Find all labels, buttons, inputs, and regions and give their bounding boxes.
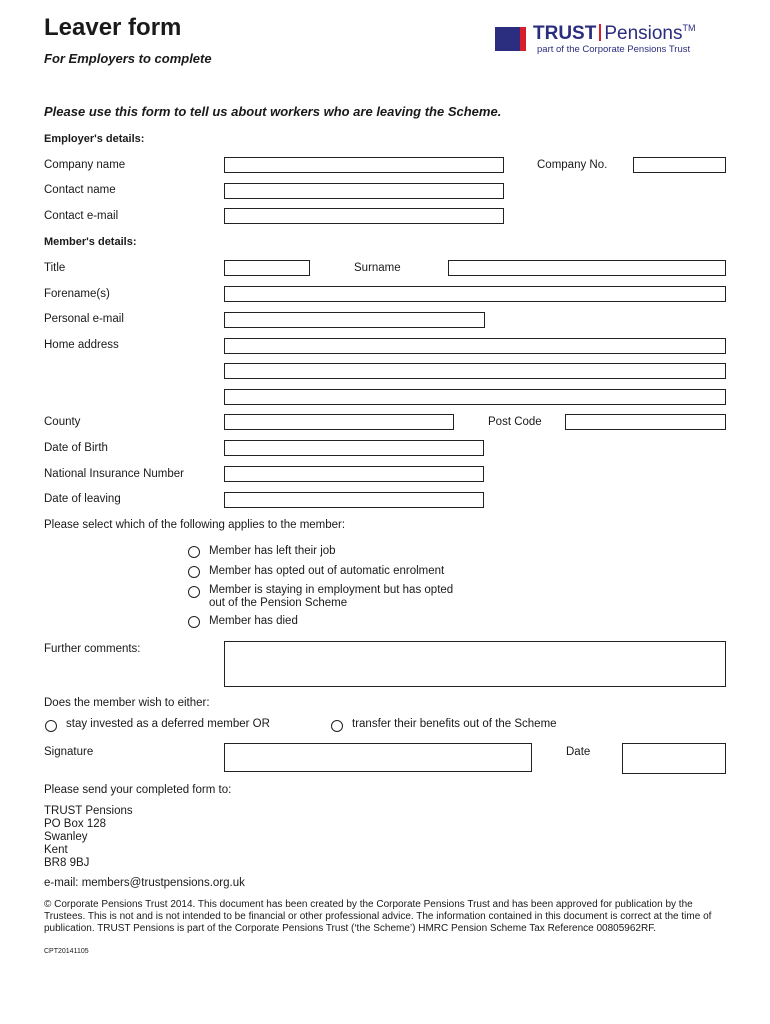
form-subtitle: For Employers to complete <box>44 51 212 66</box>
logo-divider <box>599 24 601 41</box>
company-no-field[interactable] <box>633 157 726 173</box>
applies-question: Please select which of the following applies to the member: <box>44 519 346 531</box>
logo-brand-light: Pensions <box>604 23 683 44</box>
logo-tagline: part of the Corporate Pensions Trust <box>537 44 691 55</box>
further-comments-label: Further comments: <box>44 643 141 655</box>
surname-label: Surname <box>354 262 401 274</box>
send-instruction: Please send your completed form to: <box>44 784 232 796</box>
date-of-leaving-label: Date of leaving <box>44 493 121 505</box>
radio-opted-out-enrolment[interactable] <box>188 566 200 578</box>
signature-label: Signature <box>44 746 94 758</box>
forenames-label: Forename(s) <box>44 288 110 300</box>
ni-number-label: National Insurance Number <box>44 468 184 480</box>
forenames-field[interactable] <box>224 286 726 302</box>
logo-mark-accent <box>520 27 526 51</box>
logo-trademark: TM <box>682 23 696 33</box>
ni-number-field[interactable] <box>224 466 484 482</box>
home-address-line-1[interactable] <box>224 338 726 354</box>
option-opted-out-scheme-line-1: Member is staying in employment but has opted <box>209 584 454 596</box>
date-of-leaving-field[interactable] <box>224 492 484 508</box>
date-label: Date <box>566 746 591 758</box>
contact-name-field[interactable] <box>224 183 504 199</box>
county-field[interactable] <box>224 414 454 430</box>
option-left-job: Member has left their job <box>209 545 336 557</box>
wish-question: Does the member wish to either: <box>44 697 210 709</box>
address-line: PO Box 128 <box>44 818 107 830</box>
logo-brand-strong: TRUST <box>533 23 597 44</box>
logo <box>533 23 696 45</box>
surname-field[interactable] <box>448 260 726 276</box>
option-stay-invested: stay invested as a deferred member OR <box>66 718 270 730</box>
personal-email-field[interactable] <box>224 312 485 328</box>
postal-address <box>44 805 133 870</box>
option-opted-out-enrolment: Member has opted out of automatic enrolment <box>209 565 445 577</box>
home-address-line-3[interactable] <box>224 389 726 405</box>
dob-label: Date of Birth <box>44 442 108 454</box>
address-line: Swanley <box>44 831 88 843</box>
date-field[interactable] <box>622 743 726 774</box>
title-field[interactable] <box>224 260 310 276</box>
company-name-field[interactable] <box>224 157 504 173</box>
post-code-field[interactable] <box>565 414 726 430</box>
form-title: Leaver form <box>44 14 182 41</box>
home-address-line-2[interactable] <box>224 363 726 379</box>
contact-email-label: Contact e-mail <box>44 210 119 222</box>
radio-member-died[interactable] <box>188 616 200 628</box>
contact-name-label: Contact name <box>44 184 116 196</box>
title-label: Title <box>44 262 66 274</box>
contact-email-field[interactable] <box>224 208 504 224</box>
address-line: BR8 9BJ <box>44 857 90 869</box>
company-name-label: Company name <box>44 159 126 171</box>
company-no-label: Company No. <box>537 159 608 171</box>
further-comments-field[interactable] <box>224 641 726 687</box>
option-transfer-benefits: transfer their benefits out of the Scheme <box>352 718 557 730</box>
employer-heading: Employer's details: <box>44 133 145 145</box>
option-member-died: Member has died <box>209 615 298 627</box>
radio-left-job[interactable] <box>188 546 200 558</box>
address-line: TRUST Pensions <box>44 805 133 817</box>
radio-opted-out-scheme[interactable] <box>188 586 200 598</box>
radio-transfer-benefits[interactable] <box>331 720 343 732</box>
radio-stay-invested[interactable] <box>45 720 57 732</box>
address-line: Kent <box>44 844 68 856</box>
option-opted-out-scheme-line-2: out of the Pension Scheme <box>209 597 348 609</box>
county-label: County <box>44 416 81 428</box>
home-address-label: Home address <box>44 339 119 351</box>
dob-field[interactable] <box>224 440 484 456</box>
intro-text: Please use this form to tell us about workers who are leaving the Scheme. <box>44 104 502 119</box>
document-reference: CPT20141105 <box>44 948 89 955</box>
post-code-label: Post Code <box>488 416 542 428</box>
legal-notice: © Corporate Pensions Trust 2014. This document has been created by the Corporate Pensions Trust and has been approved for publication by the Trustees. This is not and is not intended to be financial or other professional advice. The information contained in this document is correct at the time of publication. TRUST Pensions is part of the Corporate Pensions Trust (‘the Scheme’) HMRC Pension Scheme Tax Reference 00805962RF. <box>44 899 712 934</box>
member-heading: Member's details: <box>44 236 137 248</box>
signature-field[interactable] <box>224 743 532 772</box>
personal-email-label: Personal e-mail <box>44 313 124 325</box>
contact-email: e-mail: members@trustpensions.org.uk <box>44 877 245 889</box>
